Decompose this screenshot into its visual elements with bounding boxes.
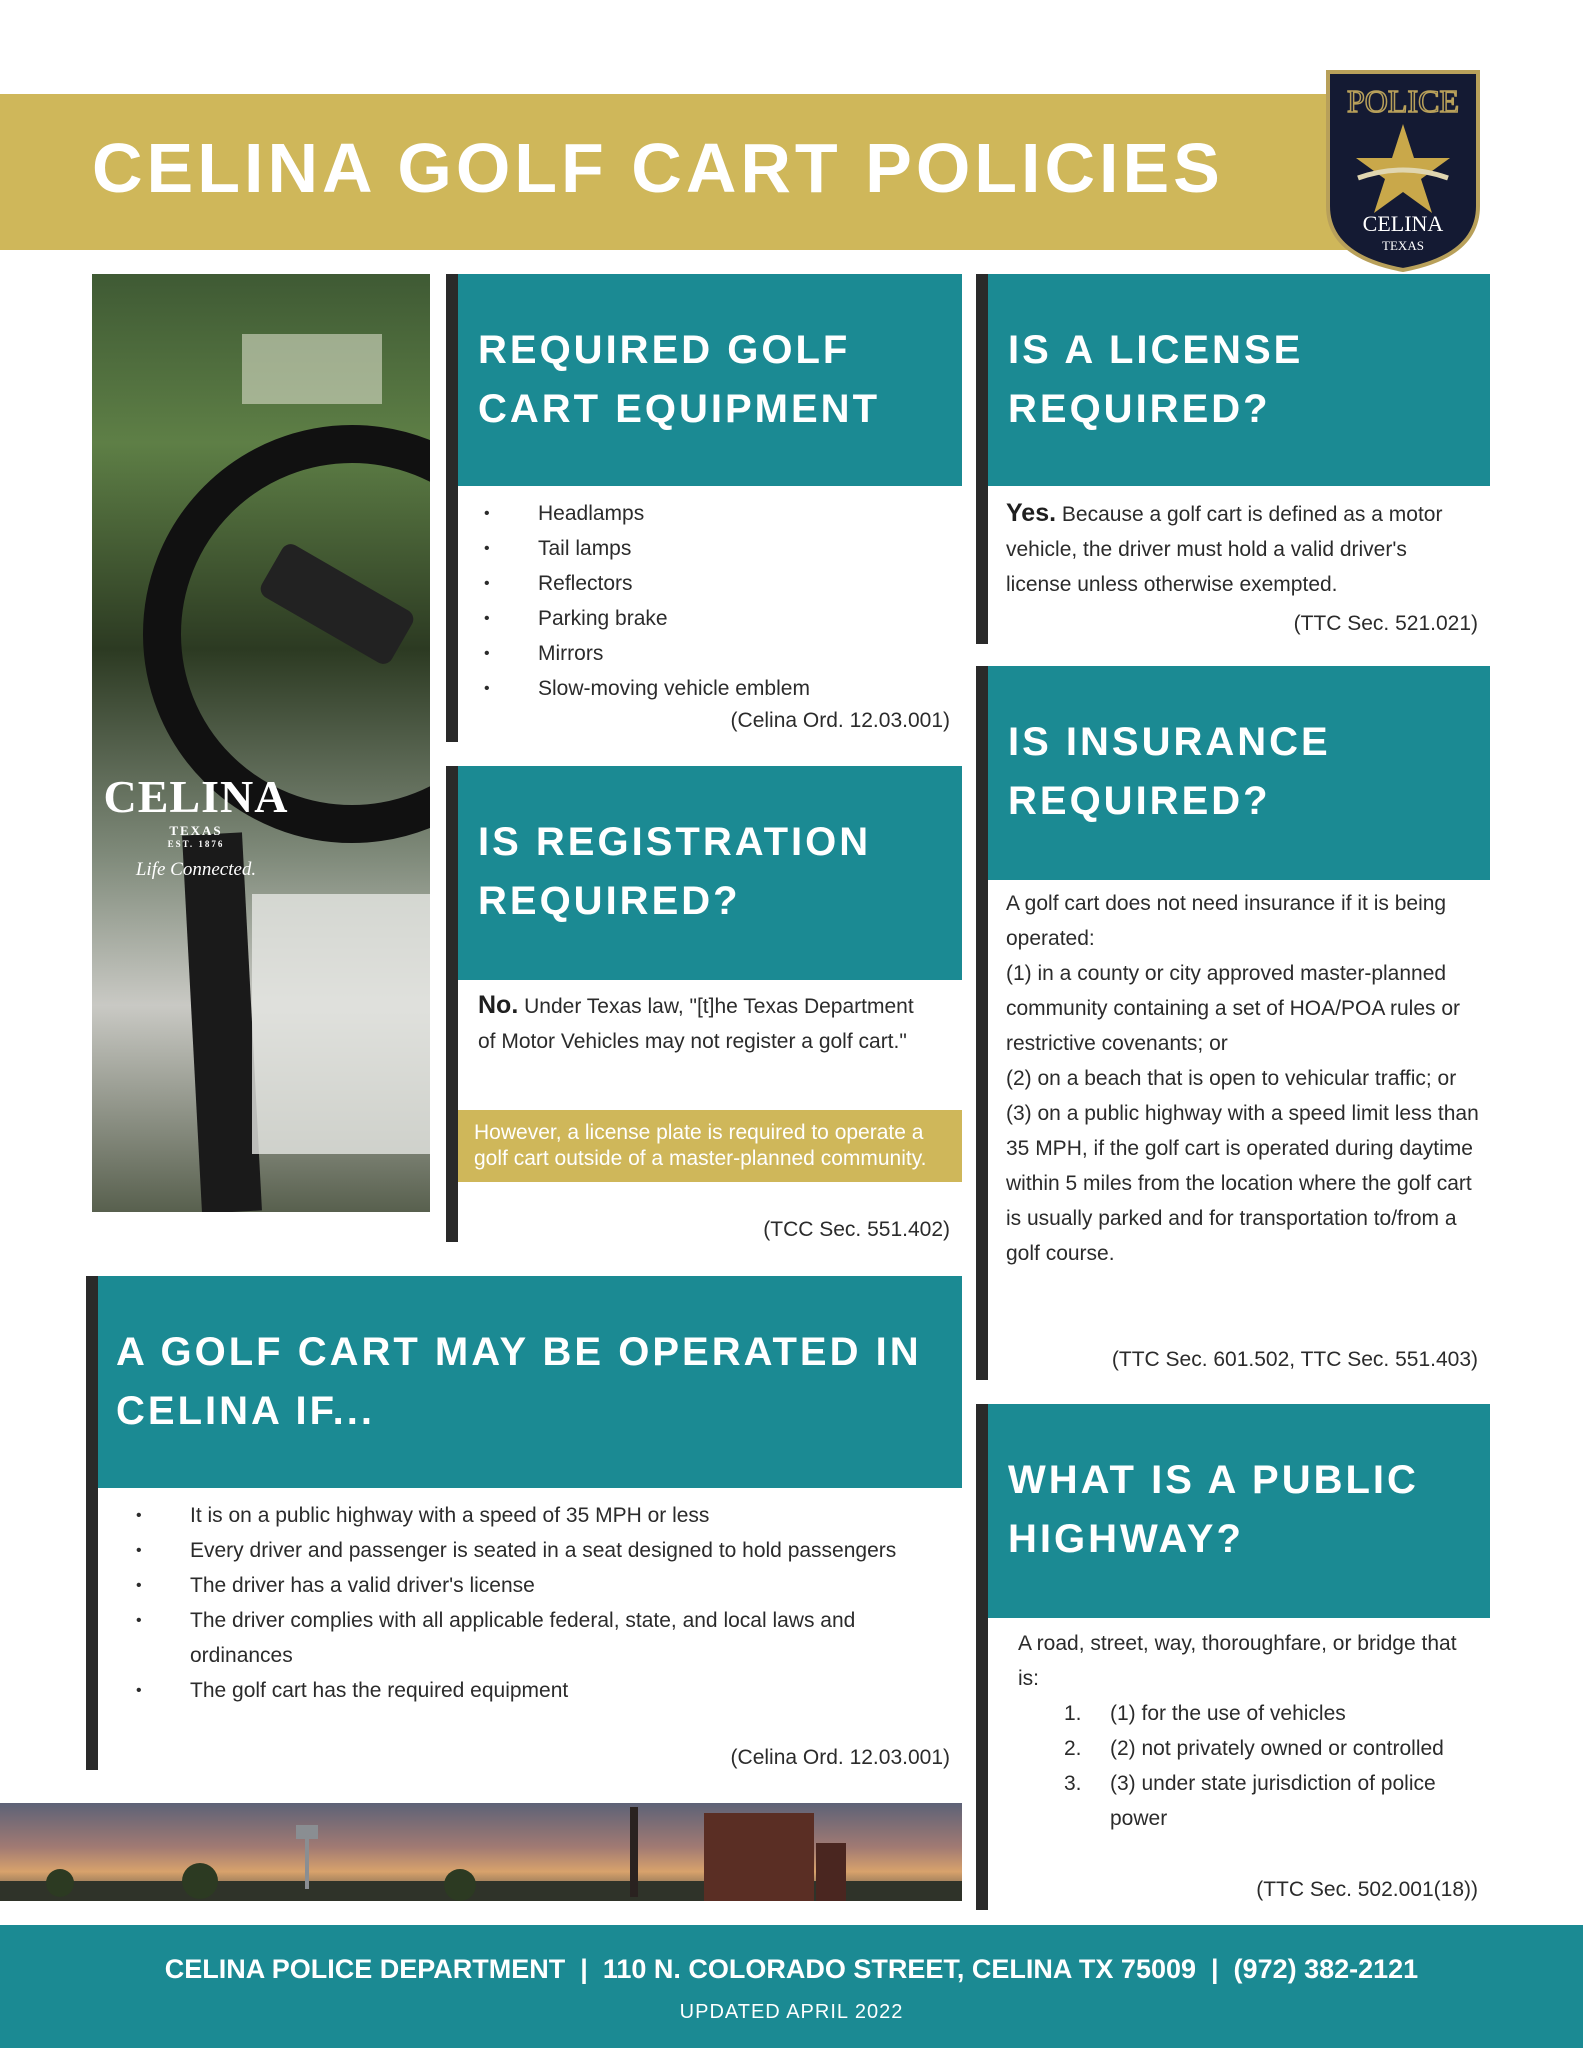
operation-title-line2: CELINA IF... [116,1389,375,1433]
registration-lead: No. [478,991,519,1019]
list-item: • Tail lamps [478,531,952,566]
page-title: CELINA GOLF CART POLICIES [92,129,1224,207]
list-item: • Reflectors [478,566,952,601]
insurance-condition-2: (2) on a beach that is open to vehicular traffic; or [1006,1067,1457,1090]
list-text: (1) for the use of vehicles [1110,1702,1346,1725]
badge-state-text: TEXAS [1382,238,1424,253]
insurance-section [976,666,1490,1380]
police-badge-logo [1318,66,1488,274]
highway-citation: (TTC Sec. 502.001(18)) [1256,1878,1478,1901]
insurance-title-line2: REQUIRED? [1008,779,1271,823]
insurance-citation: (TTC Sec. 601.502, TTC Sec. 551.403) [1111,1348,1478,1371]
footer-updated: UPDATED APRIL 2022 [679,2001,904,2023]
license-title-line1: IS A LICENSE [1008,328,1304,372]
highway-intro: A road, street, way, thoroughfare, or bridge that is: [1018,1632,1457,1690]
town-skyline-photo [0,1803,962,1901]
equipment-section [446,274,962,742]
logo-tagline: Life Connected. [135,859,257,880]
footer-band [0,1925,1583,2048]
steering-wheel-illustration [92,274,430,1212]
registration-body [478,988,932,1059]
list-text: (2) not privately owned or controlled [1110,1737,1444,1760]
section-bar [976,274,988,644]
footer-contact: CELINA POLICE DEPARTMENT | 110 N. COLORADO STREET, CELINA TX 75009 | (972) 382-2121 [164,1954,1419,1984]
equipment-title-line1: REQUIRED GOLF [478,328,851,372]
list-number: 1. [1064,1702,1082,1725]
badge-top-text: POLICE [1347,83,1459,119]
list-item: • Mirrors [478,636,952,671]
equipment-citation: (Celina Ord. 12.03.001) [730,709,950,732]
highway-title-line2: HIGHWAY? [1008,1517,1244,1561]
license-body [1006,496,1470,602]
registration-text: Under Texas law, "[t]he Texas Department of Motor Vehicles may not register a golf cart." [478,995,914,1053]
highway-title-line1: WHAT IS A PUBLIC [1008,1458,1419,1502]
insurance-title-line1: IS INSURANCE [1008,720,1331,764]
equipment-title-line2: CART EQUIPMENT [478,387,880,431]
logo-sub: TEXAS [169,823,223,838]
section-bar [446,274,458,742]
insurance-body [1006,886,1480,1271]
list-item: • Slow-moving vehicle emblem [478,671,952,706]
registration-title-line2: REQUIRED? [478,879,741,923]
list-text: (3) under state jurisdiction of police power [1110,1772,1436,1830]
list-item: • Headlamps [478,496,952,531]
section-bar [86,1276,98,1770]
skyline-illustration [0,1803,962,1901]
list-item: • The driver complies with all applicable federal, state, and local laws and ordinances [130,1603,922,1673]
section-bar [976,666,988,1380]
license-text: Because a golf cart is defined as a motor vehicle, the driver must hold a valid driver's license unless otherwise exempted. [1006,503,1443,596]
operation-citation: (Celina Ord. 12.03.001) [730,1746,950,1769]
insurance-condition-1: (1) in a county or city approved master-planned community containing a set of HOA/POA rules or restrictive covenants; or [1006,962,1461,1055]
list-item: • The driver has a valid driver's license [130,1568,922,1603]
registration-section [446,766,962,1242]
equipment-header [458,274,962,486]
police-badge-icon [1318,66,1488,274]
list-item [1018,1696,1480,1731]
list-item: • Every driver and passenger is seated in a seat designed to hold passengers [130,1533,922,1568]
badge-city-text: CELINA [1362,211,1444,236]
golf-cart-steering-photo [92,274,430,1212]
list-item: • It is on a public highway with a speed of 35 MPH or less [130,1498,922,1533]
insurance-header [988,666,1490,880]
section-bar [976,1404,988,1910]
license-header [988,274,1490,486]
highway-header [988,1404,1490,1618]
license-citation: (TTC Sec. 521.021) [1293,612,1478,635]
equipment-list [478,496,952,706]
license-lead: Yes. [1006,499,1057,527]
registration-note: However, a license plate is required to operate a golf cart outside of a master-planned community. [458,1110,962,1182]
operation-header [98,1276,962,1488]
section-bar [446,766,458,1242]
operation-list [130,1498,922,1708]
registration-title-line1: IS REGISTRATION [478,820,872,864]
insurance-intro: A golf cart does not need insurance if it is being operated: [1006,892,1447,950]
list-item [1018,1766,1480,1836]
registration-header [458,766,962,980]
list-number: 3. [1064,1772,1082,1795]
list-number: 2. [1064,1737,1082,1760]
list-item [1018,1731,1480,1766]
highway-list [1018,1696,1480,1836]
license-title-line2: REQUIRED? [1008,387,1271,431]
license-section [976,274,1490,644]
highway-section [976,1404,1490,1910]
list-item: • Parking brake [478,601,952,636]
registration-citation: (TCC Sec. 551.402) [763,1218,950,1241]
highway-body [1018,1626,1480,1836]
logo-est: EST. 1876 [167,839,225,849]
list-item: • The golf cart has the required equipment [130,1673,922,1708]
insurance-condition-3: (3) on a public highway with a speed limit less than 35 MPH, if the golf cart is operated during daytime within 5 miles from the location where the golf cart is usually parked and for transportation to/from a golf course. [1006,1102,1479,1265]
operation-section [86,1276,962,1770]
celina-city-logo [96,770,296,881]
logo-word: CELINA [103,771,289,822]
operation-title-line1: A GOLF CART MAY BE OPERATED IN [116,1330,922,1374]
